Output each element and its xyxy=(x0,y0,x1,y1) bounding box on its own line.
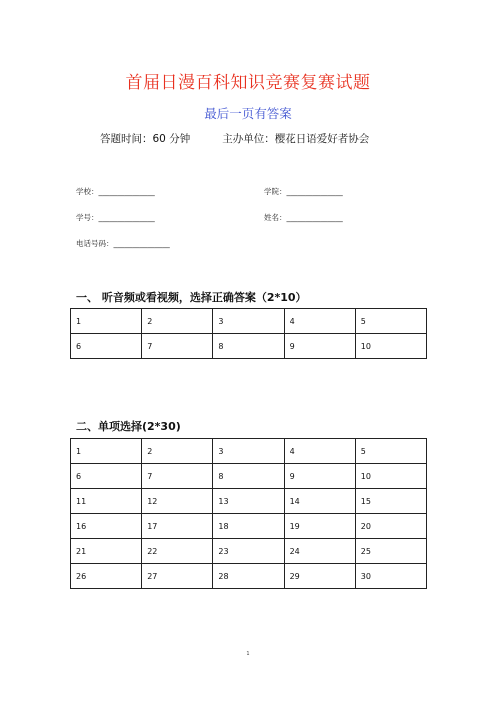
college-field: 学院：_______________ xyxy=(264,187,343,196)
table-row xyxy=(71,539,427,564)
answer-cell[interactable]: 18 xyxy=(213,514,284,539)
answer-cell[interactable]: 26 xyxy=(71,564,142,589)
student-id-field: 学号：_______________ xyxy=(76,213,155,222)
answer-cell[interactable]: 25 xyxy=(355,539,426,564)
table-row xyxy=(71,309,427,334)
table-row xyxy=(71,334,427,359)
answer-cell[interactable]: 10 xyxy=(355,334,426,359)
answer-cell[interactable]: 1 xyxy=(71,309,142,334)
table-row xyxy=(71,564,427,589)
name-field: 姓名：_______________ xyxy=(264,213,343,222)
answer-cell[interactable]: 6 xyxy=(71,334,142,359)
answer-cell[interactable]: 29 xyxy=(284,564,355,589)
answer-cell[interactable]: 30 xyxy=(355,564,426,589)
answer-cell[interactable]: 7 xyxy=(142,334,213,359)
section-2-heading: 二、单项选择(2*30) xyxy=(76,420,181,433)
page-number: 1 xyxy=(246,651,250,657)
answer-cell[interactable]: 8 xyxy=(213,464,284,489)
answer-cell[interactable]: 16 xyxy=(71,514,142,539)
answer-cell[interactable]: 23 xyxy=(213,539,284,564)
answer-cell[interactable]: 4 xyxy=(284,439,355,464)
answer-grid-section-1 xyxy=(70,308,427,359)
section-1-heading: 一、 听音频或看视频，选择正确答案（2*10） xyxy=(76,291,307,304)
answer-cell[interactable]: 19 xyxy=(284,514,355,539)
answer-cell[interactable]: 3 xyxy=(213,439,284,464)
answer-cell[interactable]: 5 xyxy=(355,439,426,464)
answer-cell[interactable]: 8 xyxy=(213,334,284,359)
table-row xyxy=(71,514,427,539)
answer-cell[interactable]: 2 xyxy=(142,439,213,464)
answer-cell[interactable]: 24 xyxy=(284,539,355,564)
answer-cell[interactable]: 14 xyxy=(284,489,355,514)
answer-cell[interactable]: 1 xyxy=(71,439,142,464)
answer-cell[interactable]: 11 xyxy=(71,489,142,514)
time-label: 答题时间：60 分钟 xyxy=(100,133,191,145)
answer-cell[interactable]: 4 xyxy=(284,309,355,334)
answer-cell[interactable]: 28 xyxy=(213,564,284,589)
page-title: 首届日漫百科知识竞赛复赛试题 xyxy=(125,73,371,93)
answer-cell[interactable]: 20 xyxy=(355,514,426,539)
answer-cell[interactable]: 22 xyxy=(142,539,213,564)
exam-meta xyxy=(100,131,369,146)
table-row xyxy=(71,439,427,464)
answer-cell[interactable]: 15 xyxy=(355,489,426,514)
school-field: 学校：_______________ xyxy=(76,187,155,196)
table-row xyxy=(71,489,427,514)
phone-field: 电话号码：_______________ xyxy=(76,239,170,248)
answer-cell[interactable]: 3 xyxy=(213,309,284,334)
answer-cell[interactable]: 9 xyxy=(284,334,355,359)
answer-cell[interactable]: 13 xyxy=(213,489,284,514)
answer-cell[interactable]: 9 xyxy=(284,464,355,489)
page-subtitle: 最后一页有答案 xyxy=(204,106,292,121)
organizer-label: 主办单位：樱花日语爱好者协会 xyxy=(222,133,370,145)
answer-cell[interactable]: 21 xyxy=(71,539,142,564)
answer-cell[interactable]: 12 xyxy=(142,489,213,514)
table-row xyxy=(71,464,427,489)
answer-cell[interactable]: 5 xyxy=(355,309,426,334)
answer-cell[interactable]: 2 xyxy=(142,309,213,334)
answer-grid-section-2 xyxy=(70,438,427,589)
answer-cell[interactable]: 17 xyxy=(142,514,213,539)
answer-cell[interactable]: 27 xyxy=(142,564,213,589)
answer-cell[interactable]: 6 xyxy=(71,464,142,489)
answer-cell[interactable]: 10 xyxy=(355,464,426,489)
answer-cell[interactable]: 7 xyxy=(142,464,213,489)
